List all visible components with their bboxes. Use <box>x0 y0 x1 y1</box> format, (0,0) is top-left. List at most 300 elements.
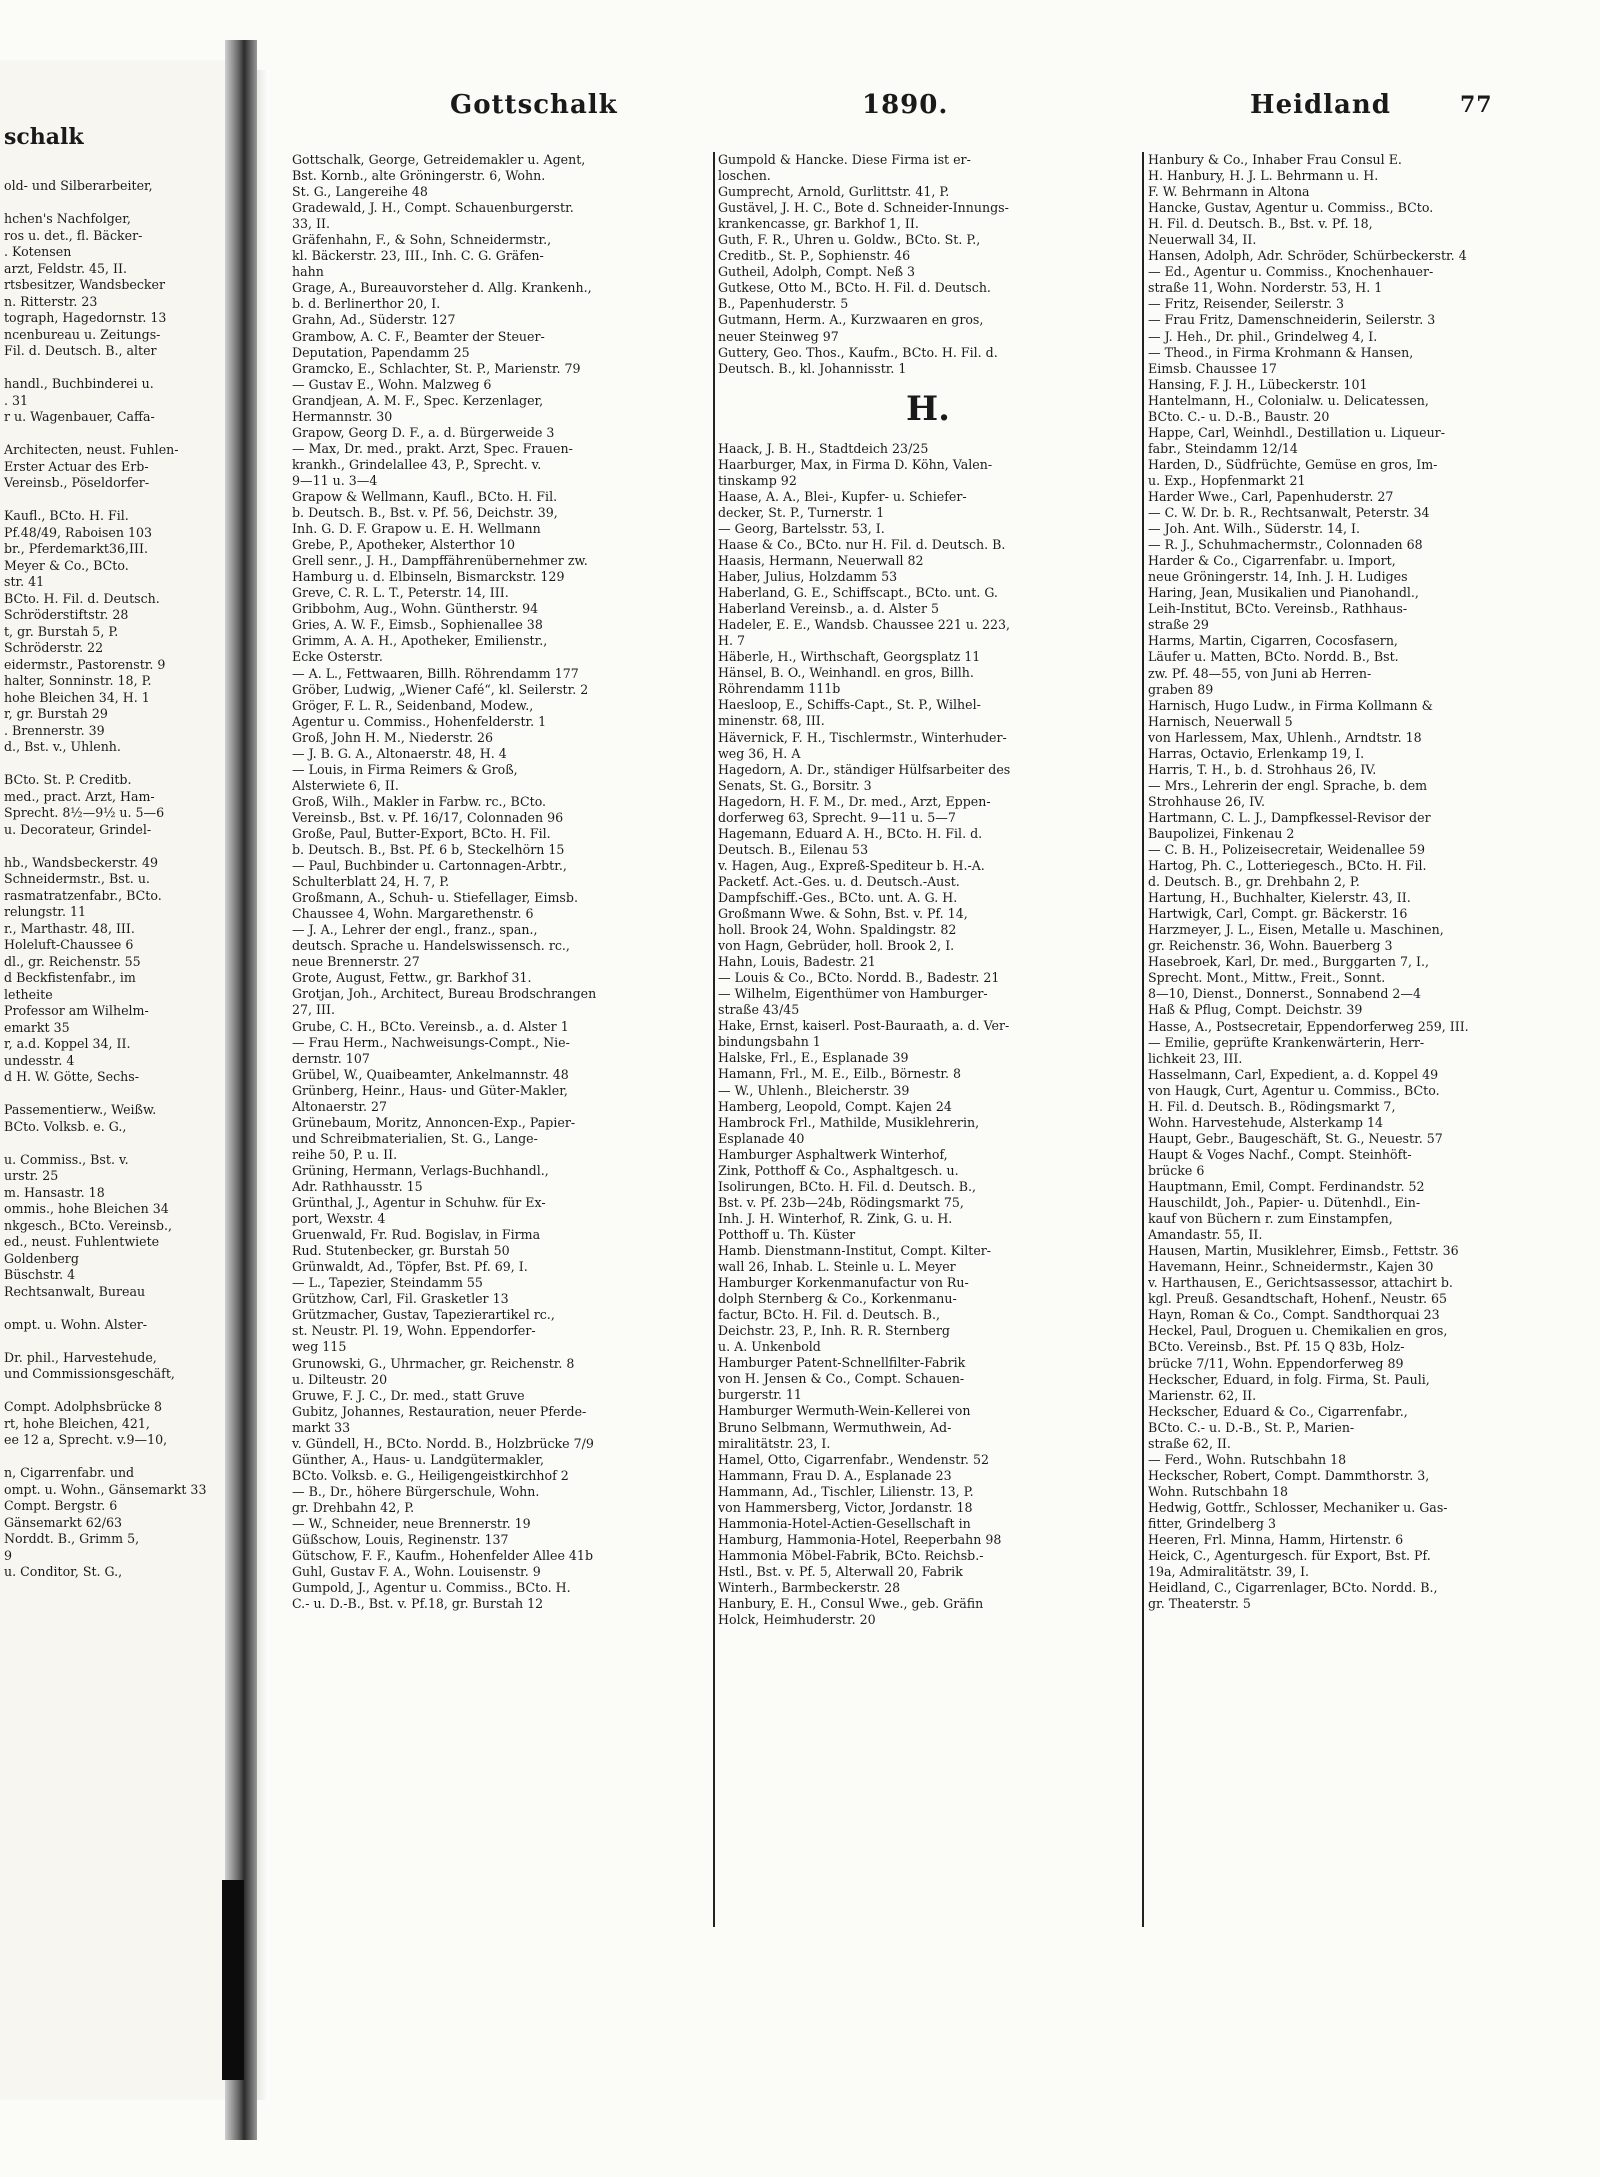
directory-entry-line: BCto. C.- u. D.-B., St. P., Marien- <box>1148 1419 1355 1435</box>
directory-entry-line: Hasebroek, Karl, Dr. med., Burggarten 7, I., <box>1148 954 1430 970</box>
left-page-line: ompt. u. Wohn., Gänsemarkt 33 <box>4 1481 207 1497</box>
directory-entry-line: Gutheil, Adolph, Compt. Neß 3 <box>718 264 915 280</box>
directory-entry-line: Halske, Frl., E., Esplanade 39 <box>718 1050 909 1066</box>
directory-entry-line: Deichstr. 23, P., Inh. R. R. Sternberg <box>718 1323 950 1339</box>
directory-entry-line: — A. L., Fettwaaren, Billh. Röhrendamm 177 <box>292 665 579 681</box>
left-page-line: arzt, Feldstr. 45, II. <box>4 260 127 276</box>
column-rule-2 <box>1142 152 1144 1927</box>
directory-entry-line: Gutkese, Otto M., BCto. H. Fil. d. Deutsch. <box>718 280 991 296</box>
directory-entry-line: Hancke, Gustav, Agentur u. Commiss., BCto. <box>1148 200 1434 216</box>
directory-entry-line: kl. Bäckerstr. 23, III., Inh. C. G. Gräfen- <box>292 248 544 264</box>
left-page-line <box>4 1300 206 1317</box>
directory-entry-line: C.- u. D.-B., Bst. v. Pf.18, gr. Burstah 12 <box>292 1596 544 1612</box>
directory-entry-line: Hamb. Dienstmann-Institut, Compt. Kilter- <box>718 1243 992 1258</box>
left-page-line: d., Bst. v., Uhlenh. <box>4 739 121 754</box>
left-page-line: str. 41 <box>4 574 45 589</box>
directory-entry-line: st. Neustr. Pl. 19, Wohn. Eppendorfer- <box>292 1323 536 1339</box>
directory-entry-line: Heidland, C., Cigarrenlager, BCto. Nordd. B., <box>1148 1580 1438 1596</box>
page-edge <box>257 70 269 2100</box>
column-rule-1 <box>713 152 715 1927</box>
directory-entry-line: krankh., Grindelallee 43, P., Sprecht. v. <box>292 456 542 472</box>
left-page-line: Passementierw., Weißw. <box>4 1102 157 1117</box>
directory-entry-line: Grünebaum, Moritz, Annoncen-Exp., Papier- <box>292 1114 576 1130</box>
directory-entry-line: Hamburger Patent-Schnellfilter-Fabrik <box>718 1355 966 1371</box>
directory-entry-line: — Emilie, geprüfte Krankenwärterin, Herr- <box>1148 1034 1425 1050</box>
left-page-line: Pf.48/49, Raboisen 103 <box>4 524 153 540</box>
directory-entry-line: Inh. J. H. Winterhof, R. Zink, G. u. H. <box>718 1210 953 1226</box>
directory-entry-line: — Gustav E., Wohn. Malzweg 6 <box>292 376 492 392</box>
directory-entry-line: Grotjan, Joh., Architect, Bureau Brodschrangen <box>292 986 597 1002</box>
directory-entry-line: H. Fil. d. Deutsch. B., Rödingsmarkt 7, <box>1148 1098 1396 1114</box>
left-page-line: BCto. Volksb. e. G., <box>4 1118 127 1134</box>
directory-entry-line: Hanbury, E. H., Consul Wwe., geb. Gräfin <box>718 1596 984 1612</box>
left-page-line: urstr. 25 <box>4 1168 59 1183</box>
directory-entry-line: Deutsch. B., kl. Johannisstr. 1 <box>718 360 907 376</box>
left-page-line: Compt. Adolphsbrücke 8 <box>4 1399 163 1414</box>
directory-entry-line: und Schreibmaterialien, St. G., Lange- <box>292 1130 538 1146</box>
directory-entry-line: Heeren, Frl. Minna, Hamm, Hirtenstr. 6 <box>1148 1532 1404 1548</box>
directory-entry-line: Gruenwald, Fr. Rud. Bogislav, in Firma <box>292 1227 541 1243</box>
left-page-fragment <box>0 60 232 2100</box>
directory-entry-line: Gröger, F. L. R., Seidenband, Modew., <box>292 697 534 713</box>
directory-entry-line: Holck, Heimhuderstr. 20 <box>718 1612 876 1628</box>
directory-entry-line: weg 115 <box>292 1339 347 1355</box>
directory-entry-line: Grahn, Ad., Süderstr. 127 <box>292 312 456 328</box>
directory-entry-line: weg 36, H. A <box>718 745 801 761</box>
left-page-line: rtsbesitzer, Wandsbecker <box>4 277 166 292</box>
directory-entry-line: Gries, A. W. F., Eimsb., Sophienallee 38 <box>292 617 543 633</box>
directory-entry-line: Strohhause 26, IV. <box>1148 793 1265 809</box>
directory-entry-line: loschen. <box>718 168 771 184</box>
directory-entry-line: Hagemann, Eduard A. H., BCto. H. Fil. d. <box>718 825 983 841</box>
left-page-line: hchen's Nachfolger, <box>4 211 131 226</box>
directory-entry-line: Grapow, Georg D. F., a. d. Bürgerweide 3 <box>292 424 555 440</box>
directory-entry-line: Hartmann, C. L. J., Dampfkessel-Revisor der <box>1148 809 1431 825</box>
directory-entry-line: Grote, August, Fettw., gr. Barkhof 31. <box>292 970 532 986</box>
directory-entry-line: Haberland, G. E., Schiffscapt., BCto. unt. G. <box>718 585 998 601</box>
directory-page-77 <box>280 90 1570 1970</box>
directory-entry-line: Grunowski, G., Uhrmacher, gr. Reichenstr. 8 <box>292 1355 575 1371</box>
directory-entry-line: b. d. Berlinerthor 20, I. <box>292 296 441 312</box>
directory-entry-line: Gumpold, J., Agentur u. Commiss., BCto. H. <box>292 1580 571 1596</box>
directory-entry-line: factur, BCto. H. Fil. d. Deutsch. B., <box>718 1307 941 1323</box>
directory-entry-line: H. Fil. d. Deutsch. B., Bst. v. Pf. 18, <box>1148 216 1373 232</box>
directory-entry-line: miralitätstr. 23, I. <box>718 1435 831 1451</box>
directory-entry-line: Harnisch, Hugo Ludw., in Firma Kollmann & <box>1148 697 1433 713</box>
left-page-line: Rechtsanwalt, Bureau <box>4 1283 146 1299</box>
directory-entry-line: markt 33 <box>292 1419 351 1435</box>
directory-entry-line: tinskamp 92 <box>718 472 797 488</box>
directory-entry-line: Gubitz, Johannes, Restauration, neuer Pferde- <box>292 1403 587 1419</box>
section-letter-heading: H. <box>906 388 950 429</box>
directory-entry-line: Wohn. Harvestehude, Alsterkamp 14 <box>1148 1114 1383 1130</box>
left-page-line: BCto. H. Fil. d. Deutsch. <box>4 590 160 606</box>
directory-entry-line: straße 11, Wohn. Norderstr. 53, H. 1 <box>1148 280 1383 296</box>
directory-entry-line: Hansing, F. J. H., Lübeckerstr. 101 <box>1148 376 1368 392</box>
directory-entry-line: Grüning, Hermann, Verlags-Buchhandl., <box>292 1162 549 1178</box>
directory-entry-line: von H. Jensen & Co., Compt. Schauen- <box>718 1371 965 1387</box>
left-page-line: ros u. det., fl. Bäcker- <box>4 227 143 243</box>
left-page-line: BCto. St. P. Creditb. <box>4 772 132 787</box>
directory-entry-line: Hamann, Frl., M. E., Eilb., Börnestr. 8 <box>718 1066 961 1082</box>
directory-entry-line: H. Hanbury, H. J. L. Behrmann u. H. <box>1148 168 1379 184</box>
directory-entry-line: Grünberg, Heinr., Haus- und Güter-Makler, <box>292 1082 568 1098</box>
left-page-line: ncenbureau u. Zeitungs- <box>4 326 161 342</box>
left-page-line: br., Pferdemarkt36,III. <box>4 541 148 556</box>
directory-entry-line: dolph Sternberg & Co., Korkenmanu- <box>718 1291 957 1307</box>
directory-entry-line: — Ed., Agentur u. Commiss., Knochenhauer- <box>1148 264 1434 280</box>
directory-entry-line: Chaussee 4, Wohn. Margarethenstr. 6 <box>292 906 534 922</box>
directory-entry-line: Haupt & Voges Nachf., Compt. Steinhöft- <box>1148 1146 1412 1162</box>
directory-entry-line: — Frau Herm., Nachweisungs-Compt., Nie- <box>292 1034 570 1050</box>
directory-entry-line: Hausen, Martin, Musiklehrer, Eimsb., Fettstr. 36 <box>1148 1243 1459 1259</box>
directory-entry-line: — B., Dr., höhere Bürgerschule, Wohn. <box>292 1483 540 1499</box>
left-page-line <box>4 492 206 509</box>
directory-entry-line: Grützhow, Carl, Fil. Grasketler 13 <box>292 1291 509 1307</box>
directory-entry-line: H. 7 <box>718 633 746 649</box>
directory-entry-line: Bruno Selbmann, Wermuthwein, Ad- <box>718 1419 952 1435</box>
directory-entry-line: Hartog, Ph. C., Lotteriegesch., BCto. H. Fil. <box>1148 858 1427 874</box>
directory-entry-line: Hahn, Louis, Badestr. 21 <box>718 954 876 970</box>
directory-entry-line: Hedwig, Gottfr., Schlosser, Mechaniker u. Gas- <box>1148 1499 1448 1515</box>
directory-entry-line: fabr., Steindamm 12/14 <box>1148 440 1298 456</box>
left-page-line: emarkt 35 <box>4 1019 70 1035</box>
directory-entry-line: F. W. Behrmann in Altona <box>1148 184 1310 200</box>
directory-entry-line: Hammann, Frau D. A., Esplanade 23 <box>718 1467 952 1483</box>
left-page-line: handl., Buchbinderei u. <box>4 376 154 391</box>
left-page-line: hb., Wandsbeckerstr. 49 <box>4 854 159 870</box>
directory-entry-line: Grage, A., Bureauvorsteher d. Allg. Krankenh., <box>292 280 592 296</box>
directory-entry-line: gr. Reichenstr. 36, Wohn. Bauerberg 3 <box>1148 938 1393 954</box>
running-head-left: Gottschalk <box>450 90 618 120</box>
directory-entry-line: — J. A., Lehrer der engl., franz., span., <box>292 922 538 938</box>
directory-entry-line: Hasselmann, Carl, Expedient, a. d. Koppel 49 <box>1148 1066 1439 1082</box>
directory-entry-line: Gruwe, F. J. C., Dr. med., statt Gruve <box>292 1387 525 1403</box>
left-page-line <box>4 1383 206 1400</box>
left-page-line: r, gr. Burstah 29 <box>4 706 108 721</box>
directory-entry-line: Grambow, A. C. F., Beamter der Steuer- <box>292 328 545 344</box>
directory-entry-line: lichkeit 23, III. <box>1148 1050 1243 1066</box>
left-page-line: Meyer & Co., BCto. <box>4 557 129 573</box>
directory-entry-line: decker, St. P., Turnerstr. 1 <box>718 504 885 520</box>
directory-entry-line: Haber, Julius, Holzdamm 53 <box>718 569 898 585</box>
directory-entry-line: Hävernick, F. H., Tischlermstr., Winterhuder- <box>718 729 1007 745</box>
directory-entry-line: 33, II. <box>292 216 330 232</box>
directory-entry-line: Grapow & Wellmann, Kaufl., BCto. H. Fil. <box>292 488 558 504</box>
directory-entry-line: Potthoff u. Th. Küster <box>718 1226 856 1242</box>
left-page-line: Dr. phil., Harvestehude, <box>4 1349 157 1365</box>
directory-entry-line: Hamburger Asphaltwerk Winterhof, <box>718 1146 948 1162</box>
left-page-line <box>4 1086 206 1103</box>
directory-entry-line: Harnisch, Neuerwall 5 <box>1148 713 1293 729</box>
directory-entry-line: Röhrendamm 111b <box>718 681 841 697</box>
directory-entry-line: Großmann, A., Schuh- u. Stiefellager, Eimsb. <box>292 890 578 906</box>
left-page-line <box>4 1449 206 1466</box>
directory-entry-line: — Paul, Buchbinder u. Cartonnagen-Arbtr., <box>292 858 567 874</box>
directory-entry-line: BCto. Vereinsb., Bst. Pf. 15 Q 83b, Holz- <box>1148 1339 1405 1355</box>
directory-entry-line: — Joh. Ant. Wilh., Süderstr. 14, I. <box>1148 521 1360 537</box>
left-page-line: tograph, Hagedornstr. 13 <box>4 310 167 325</box>
directory-entry-line: Agentur u. Commiss., Hohenfelderstr. 1 <box>292 713 547 729</box>
directory-entry-line: Gramcko, E., Schlachter, St. P., Marienstr. 79 <box>292 360 581 376</box>
directory-entry-line: Hartung, H., Buchhalter, Kielerstr. 43, II. <box>1148 890 1411 906</box>
directory-entry-line: BCto. Volksb. e. G., Heiligengeistkirchhof 2 <box>292 1467 569 1483</box>
directory-entry-line: v. Hagen, Aug., Expreß-Spediteur b. H.-A. <box>718 857 985 873</box>
scan-black-bar <box>222 1880 244 2080</box>
directory-entry-line: Haack, J. B. H., Stadtdeich 23/25 <box>718 440 929 456</box>
directory-entry-line: Heick, C., Agenturgesch. für Export, Bst. Pf. <box>1148 1548 1431 1564</box>
directory-entry-line: Marienstr. 62, II. <box>1148 1387 1257 1403</box>
directory-entry-line: neue Gröningerstr. 14, Inh. J. H. Ludiges <box>1148 569 1408 585</box>
directory-entry-line: Guhl, Gustav F. A., Wohn. Louisenstr. 9 <box>292 1564 541 1580</box>
left-page-line: Schröderstiftstr. 28 <box>4 607 129 622</box>
directory-entry-line: Harder & Co., Cigarrenfabr. u. Import, <box>1148 553 1396 569</box>
left-page-line: ompt. u. Wohn. Alster- <box>4 1316 148 1332</box>
directory-entry-line: von Haugk, Curt, Agentur u. Commiss., BCto. <box>1148 1082 1440 1098</box>
directory-entry-line: u. A. Unkenbold <box>718 1339 821 1355</box>
directory-entry-line: b. Deutsch. B., Bst. Pf. 6 b, Steckelhörn 15 <box>292 842 565 858</box>
directory-entry-line: Grützmacher, Gustav, Tapezierartikel rc., <box>292 1307 555 1323</box>
directory-entry-line: — C. W. Dr. b. R., Rechtsanwalt, Peterstr. 34 <box>1148 505 1430 521</box>
left-page-line: d H. W. Götte, Sechs- <box>4 1069 139 1084</box>
directory-entry-line: Amandastr. 55, II. <box>1148 1227 1263 1243</box>
left-page-line: u. Commiss., Bst. v. <box>4 1151 129 1167</box>
directory-entry-line: Hamberg, Leopold, Compt. Kajen 24 <box>718 1098 952 1114</box>
directory-entry-line: — Frau Fritz, Damenschneiderin, Seilerstr. 3 <box>1148 312 1436 328</box>
directory-entry-line: — L., Tapezier, Steindamm 55 <box>292 1275 483 1291</box>
directory-entry-line: Deputation, Papendamm 25 <box>292 344 470 360</box>
directory-entry-line: Haring, Jean, Musikalien und Pianohandl., <box>1148 585 1419 601</box>
left-page-line <box>4 360 206 377</box>
directory-entry-line: Günther, A., Haus- u. Landgütermakler, <box>292 1451 545 1467</box>
directory-entry-line: Haupt, Gebr., Baugeschäft, St. G., Neuestr. 57 <box>1148 1130 1443 1146</box>
directory-entry-line: Grünthal, J., Agentur in Schuhw. für Ex- <box>292 1195 546 1211</box>
directory-entry-line: Gumprecht, Arnold, Gurlittstr. 41, P. <box>718 184 950 200</box>
directory-entry-line: Hauptmann, Emil, Compt. Ferdinandstr. 52 <box>1148 1179 1425 1194</box>
directory-entry-line: Harris, T. H., b. d. Strohhaus 26, IV. <box>1148 761 1377 777</box>
directory-entry-line: Gräfenhahn, F., & Sohn, Schneidermstr., <box>292 232 552 248</box>
directory-entry-line: — Wilhelm, Eigenthümer von Hamburger- <box>718 986 988 1002</box>
directory-entry-line: Harzmeyer, J. L., Eisen, Metalle u. Maschinen, <box>1148 922 1444 938</box>
directory-entry-line: Hagedorn, A. Dr., ständiger Hülfsarbeiter des <box>718 761 1011 777</box>
left-page-line: Büschstr. 4 <box>4 1267 76 1282</box>
directory-entry-line: Gradewald, J. H., Compt. Schauenburgerstr. <box>292 200 574 216</box>
directory-entry-line: Hanbury & Co., Inhaber Frau Consul E. <box>1148 152 1402 167</box>
directory-entry-line: — Mrs., Lehrerin der engl. Sprache, b. dem <box>1148 777 1428 793</box>
directory-entry-line: Ecke Osterstr. <box>292 649 383 665</box>
left-page-line: rasmatratzenfabr., BCto. <box>4 887 162 903</box>
left-page-line: Compt. Bergstr. 6 <box>4 1498 118 1513</box>
directory-entry-line: Hammonia Möbel-Fabrik, BCto. Reichsb.- <box>718 1547 984 1563</box>
directory-entry-line: Grübel, W., Quaibeamter, Ankelmannstr. 48 <box>292 1066 569 1082</box>
directory-entry-line: — W., Uhlenh., Bleicherstr. 39 <box>718 1082 910 1098</box>
directory-entry-line: Hamburger Wermuth-Wein-Kellerei von <box>718 1403 971 1419</box>
directory-entry-line: Häberle, H., Wirthschaft, Georgsplatz 11 <box>718 649 981 665</box>
directory-entry-line: Hänsel, B. O., Weinhandl. en gros, Billh. <box>718 665 974 681</box>
directory-entry-line: Grandjean, A. M. F., Spec. Kerzenlager, <box>292 392 544 408</box>
left-page-line: und Commissionsgeschäft, <box>4 1366 175 1381</box>
directory-entry-line: Heckscher, Eduard, in folg. Firma, St. Pauli, <box>1148 1371 1430 1387</box>
directory-entry-line: kgl. Preuß. Gesandtschaft, Hohenf., Neustr. 65 <box>1148 1291 1448 1307</box>
directory-entry-line: neuer Steinweg 97 <box>718 328 839 344</box>
column-2 <box>718 152 1138 1628</box>
left-page-line: Schröderstr. 22 <box>4 640 104 655</box>
directory-entry-line: dorferweg 63, Sprecht. 9—11 u. 5—7 <box>718 809 956 825</box>
directory-entry-line: krankencasse, gr. Barkhof 1, II. <box>718 216 919 232</box>
directory-entry-line: Grimm, A. A. H., Apotheker, Emilienstr., <box>292 633 548 649</box>
directory-entry-line: BCto. C.- u. D.-B., Baustr. 20 <box>1148 408 1330 424</box>
directory-entry-line: u. Dilteustr. 20 <box>292 1371 388 1387</box>
directory-entry-line: v. Gündell, H., BCto. Nordd. B., Holzbrücke 7/9 <box>292 1435 594 1451</box>
directory-entry-line: Harms, Martin, Cigarren, Cocosfasern, <box>1148 633 1398 649</box>
column-1 <box>292 152 712 1612</box>
directory-entry-line: Vereinsb., Bst. v. Pf. 16/17, Colonnaden 96 <box>292 809 564 825</box>
year-heading: 1890. <box>862 90 949 120</box>
left-page-line <box>4 838 206 855</box>
directory-entry-line: gr. Theaterstr. 5 <box>1148 1596 1251 1612</box>
directory-entry-line: Haß & Pflug, Compt. Deichstr. 39 <box>1148 1002 1363 1018</box>
left-page-line: relungstr. 11 <box>4 904 86 919</box>
directory-entry-line: von Hammersberg, Victor, Jordanstr. 18 <box>718 1499 973 1515</box>
left-page-line: t, gr. Burstah 5, P. <box>4 623 119 639</box>
directory-entry-line: Hambrock Frl., Mathilde, Musiklehrerin, <box>718 1114 980 1130</box>
directory-entry-line: Heckscher, Robert, Compt. Dammthorstr. 3, <box>1148 1467 1430 1483</box>
directory-entry-line: Alsterwiete 6, II. <box>292 777 399 793</box>
directory-entry-line: Havemann, Heinr., Schneidermstr., Kajen 30 <box>1148 1259 1434 1275</box>
left-page-line: r u. Wagenbauer, Caffa- <box>4 409 155 424</box>
directory-entry-line: minenstr. 68, III. <box>718 713 825 729</box>
left-page-line: n. Ritterstr. 23 <box>4 293 98 309</box>
left-page-line: Sprecht. 8½—9½ u. 5—6 <box>4 805 165 820</box>
directory-entry-line: 27, III. <box>292 1002 335 1018</box>
left-page-text <box>4 178 206 1581</box>
left-page-line: u. Conditor, St. G., <box>4 1564 123 1579</box>
directory-entry-line: Großmann Wwe. & Sohn, Bst. v. Pf. 14, <box>718 906 968 922</box>
running-head-right: Heidland <box>1250 90 1391 120</box>
directory-entry-line: port, Wexstr. 4 <box>292 1211 386 1227</box>
directory-entry-line: Grell senr., J. H., Dampffährenübernehmer zw. <box>292 553 588 569</box>
directory-entry-line: reihe 50, P. u. II. <box>292 1146 398 1162</box>
directory-entry-line: Hammonia-Hotel-Actien-Gesellschaft in <box>718 1515 971 1531</box>
left-page-line <box>4 1333 206 1350</box>
directory-entry-line: wall 26, Inhab. L. Steinle u. L. Meyer <box>718 1259 956 1275</box>
directory-entry-line: Schulterblatt 24, H. 7, P. <box>292 874 450 890</box>
left-page-line: Vereinsb., Pöseldorfer- <box>4 475 150 490</box>
left-page-line: r., Marthastr. 48, III. <box>4 920 135 936</box>
left-page-line: letheite <box>4 986 53 1002</box>
directory-entry-line: Happe, Carl, Weinhdl., Destillation u. Liqueur- <box>1148 424 1445 440</box>
directory-entry-line: Hamburg u. d. Elbinseln, Bismarckstr. 129 <box>292 569 565 585</box>
directory-entry-line: bindungsbahn 1 <box>718 1034 821 1050</box>
directory-entry-line: Gröber, Ludwig, „Wiener Café“, kl. Seilerstr. 2 <box>292 681 589 697</box>
directory-entry-line: Hantelmann, H., Colonialw. u. Delicatessen, <box>1148 392 1429 408</box>
left-page-line: Kaufl., BCto. H. Fil. <box>4 508 129 523</box>
directory-entry-line: — R. J., Schuhmachermstr., Colonnaden 68 <box>1148 537 1423 553</box>
directory-entry-line: Hake, Ernst, kaiserl. Post-Bauraath, a. d. Ver- <box>718 1018 1010 1034</box>
directory-entry-line: u. Exp., Hopfenmarkt 21 <box>1148 472 1306 488</box>
left-page-line: rt, hohe Bleichen, 421, <box>4 1415 150 1431</box>
directory-entry-line: Esplanade 40 <box>718 1130 805 1146</box>
directory-entry-line: Hamburg, Hammonia-Hotel, Reeperbahn 98 <box>718 1531 1002 1547</box>
directory-entry-line: Große, Paul, Butter-Export, BCto. H. Fil. <box>292 825 551 841</box>
directory-entry-line: — Louis, in Firma Reimers & Groß, <box>292 761 518 777</box>
directory-entry-line: deutsch. Sprache u. Handelswissensch. rc., <box>292 938 570 954</box>
left-page-line: m. Hansastr. 18 <box>4 1184 105 1200</box>
directory-entry-line: — C. B. H., Polizeisecretair, Weidenallee 59 <box>1148 842 1425 858</box>
left-page-line: dl., gr. Reichenstr. 55 <box>4 953 141 969</box>
directory-entry-line: Greve, C. R. L. T., Peterstr. 14, III. <box>292 585 509 601</box>
left-page-line: halter, Sonninstr. 18, P. <box>4 673 152 688</box>
directory-entry-line: — W., Schneider, neue Brennerstr. 19 <box>292 1515 531 1531</box>
directory-entry-line: Baupolizei, Finkenau 2 <box>1148 825 1295 841</box>
directory-entry-line: Eimsb. Chaussee 17 <box>1148 360 1277 376</box>
directory-entry-line: Gribbohm, Aug., Wohn. Güntherstr. 94 <box>292 601 539 617</box>
left-page-line: old- und Silberarbeiter, <box>4 178 153 193</box>
directory-entry-line: zw. Pf. 48—55, von Juni ab Herren- <box>1148 665 1372 681</box>
directory-entry-line: Hagedorn, H. F. M., Dr. med., Arzt, Eppen- <box>718 793 991 809</box>
directory-entry-line: Winterh., Barmbeckerstr. 28 <box>718 1579 901 1595</box>
left-page-line: . Brennerstr. 39 <box>4 722 105 738</box>
directory-entry-line: Rud. Stutenbecker, gr. Burstah 50 <box>292 1243 510 1259</box>
directory-entry-line: 8—10, Dienst., Donnerst., Sonnabend 2—4 <box>1148 986 1422 1002</box>
directory-entry-line: Haberland Vereinsb., a. d. Alster 5 <box>718 601 939 617</box>
left-page-line: d Beckfistenfabr., im <box>4 970 136 985</box>
directory-entry-line: 19a, Admiralitätstr. 39, I. <box>1148 1564 1310 1580</box>
directory-entry-line: Haasis, Hermann, Neuerwall 82 <box>718 552 924 568</box>
left-page-line: hohe Bleichen 34, H. 1 <box>4 689 150 705</box>
directory-entry-line: v. Harthausen, E., Gerichtsassessor, attachirt b. <box>1148 1275 1453 1291</box>
left-page-line: Goldenberg <box>4 1250 79 1266</box>
directory-entry-line: — Fritz, Reisender, Seilerstr. 3 <box>1148 296 1345 312</box>
directory-entry-line: St. G., Langereihe 48 <box>292 184 428 200</box>
directory-entry-line: Hamburger Korkenmanufactur von Ru- <box>718 1275 969 1291</box>
directory-entry-line: Heckscher, Eduard & Co., Cigarrenfabr., <box>1148 1403 1408 1419</box>
directory-entry-line: Gütschow, F. F., Kaufm., Hohenfelder Allee 41b <box>292 1548 594 1564</box>
directory-entry-line: brücke 7/11, Wohn. Eppendorferweg 89 <box>1148 1355 1404 1371</box>
directory-entry-line: Haase, A. A., Blei-, Kupfer- u. Schiefer- <box>718 488 967 504</box>
directory-entry-line: Hadeler, E. E., Wandsb. Chaussee 221 u. 223, <box>718 617 1010 633</box>
directory-entry-line: Harder Wwe., Carl, Papenhuderstr. 27 <box>1148 488 1394 504</box>
directory-entry-line: burgerstr. 11 <box>718 1387 802 1403</box>
directory-entry-line: Harden, D., Südfrüchte, Gemüse en gros, Im- <box>1148 456 1438 472</box>
left-page-line: Professor am Wilhelm- <box>4 1003 149 1018</box>
directory-entry-line: dernstr. 107 <box>292 1050 370 1066</box>
left-page-line: u. Decorateur, Grindel- <box>4 821 152 837</box>
directory-entry-line: Hammann, Ad., Tischler, Lilienstr. 13, P. <box>718 1483 974 1499</box>
left-page-line: ee 12 a, Sprecht. v.9—10, <box>4 1432 168 1447</box>
directory-entry-line: Senats, St. G., Borsitr. 3 <box>718 777 872 793</box>
directory-entry-line: Haase & Co., BCto. nur H. Fil. d. Deutsch. B. <box>718 536 1006 552</box>
left-page-line: med., pract. Arzt, Ham- <box>4 788 155 804</box>
left-page-line: r, a.d. Koppel 34, II. <box>4 1036 131 1051</box>
directory-entry-line: Hermannstr. 30 <box>292 408 393 424</box>
directory-entry-line: Groß, John H. M., Niederstr. 26 <box>292 729 494 745</box>
page-number: 77 <box>1460 92 1493 118</box>
directory-entry-line: Hasse, A., Postsecretair, Eppendorferweg 259, III. <box>1148 1018 1469 1034</box>
directory-entry-line: Heckel, Paul, Droguen u. Chemikalien en gros, <box>1148 1323 1448 1339</box>
directory-entry-line: Haesloop, E., Schiffs-Capt., St. P., Wilhel- <box>718 697 981 713</box>
directory-entry-line: Haarburger, Max, in Firma D. Köhn, Valen- <box>718 456 993 472</box>
directory-entry-line: 9—11 u. 3—4 <box>292 472 378 488</box>
directory-entry-line: — J. B. G. A., Altonaerstr. 48, H. 4 <box>292 745 507 761</box>
column-3 <box>1148 152 1566 1612</box>
directory-entry-line: Grünwaldt, Ad., Töpfer, Bst. Pf. 69, I. <box>292 1259 528 1275</box>
directory-entry-line: Deutsch. B., Eilenau 53 <box>718 841 869 857</box>
directory-entry-line: straße 43/45 <box>718 1002 800 1018</box>
book-gutter <box>225 40 257 2140</box>
directory-entry-line: graben 89 <box>1148 681 1214 697</box>
directory-entry-line: Dampfschiff.-Ges., BCto. unt. A. G. H. <box>718 889 958 905</box>
